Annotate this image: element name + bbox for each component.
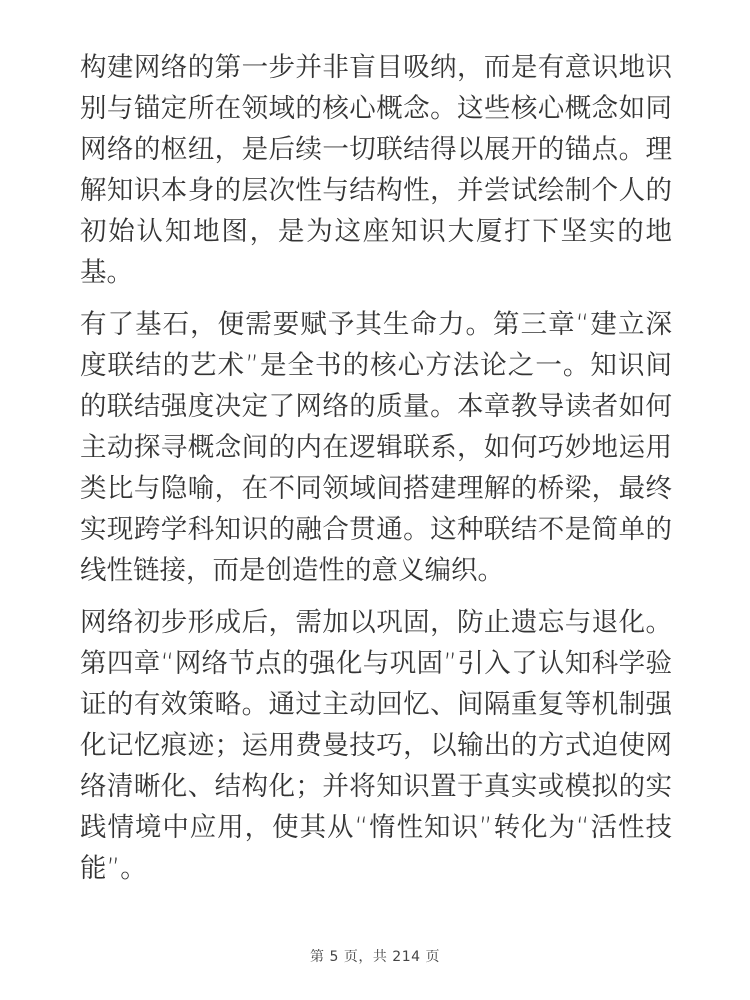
paragraph: 有了基石，便需要赋予其生命力。第三章“建立深度联结的艺术”是全书的核心方法论之一。知识间的联结强度决定了网络的质量。本章教导读者如何主动探寻概念间的内在逻辑联系，如何巧妙地运用类比与隐喻，在不同领域间搭建理解的桥梁，最终实现跨学科知识的融合贯通。这种联结不是简单的线性链接，而是创造性的意义编织。	[80, 309, 672, 586]
page-indicator: 第 5 页，共 214 页	[310, 949, 440, 965]
page-body-text	[80, 47, 672, 900]
paragraph: 构建网络的第一步并非盲目吸纳，而是有意识地识别与锚定所在领域的核心概念。这些核心概念如同网络的枢纽，是后续一切联结得以展开的锚点。理解知识本身的层次性与结构性，并尝试绘制个人的初始认知地图，是为这座知识大厦打下坚实的地基。	[80, 52, 672, 288]
paragraph: 网络初步形成后，需加以巩固，防止遗忘与退化。第四章“网络节点的强化与巩固”引入了认知科学验证的有效策略。通过主动回忆、间隔重复等机制强化记忆痕迹；运用费曼技巧，以输出的方式迫使网络清晰化、结构化；并将知识置于真实或模拟的实践情境中应用，使其从“惰性知识”转化为“活性技能”。	[80, 607, 672, 884]
